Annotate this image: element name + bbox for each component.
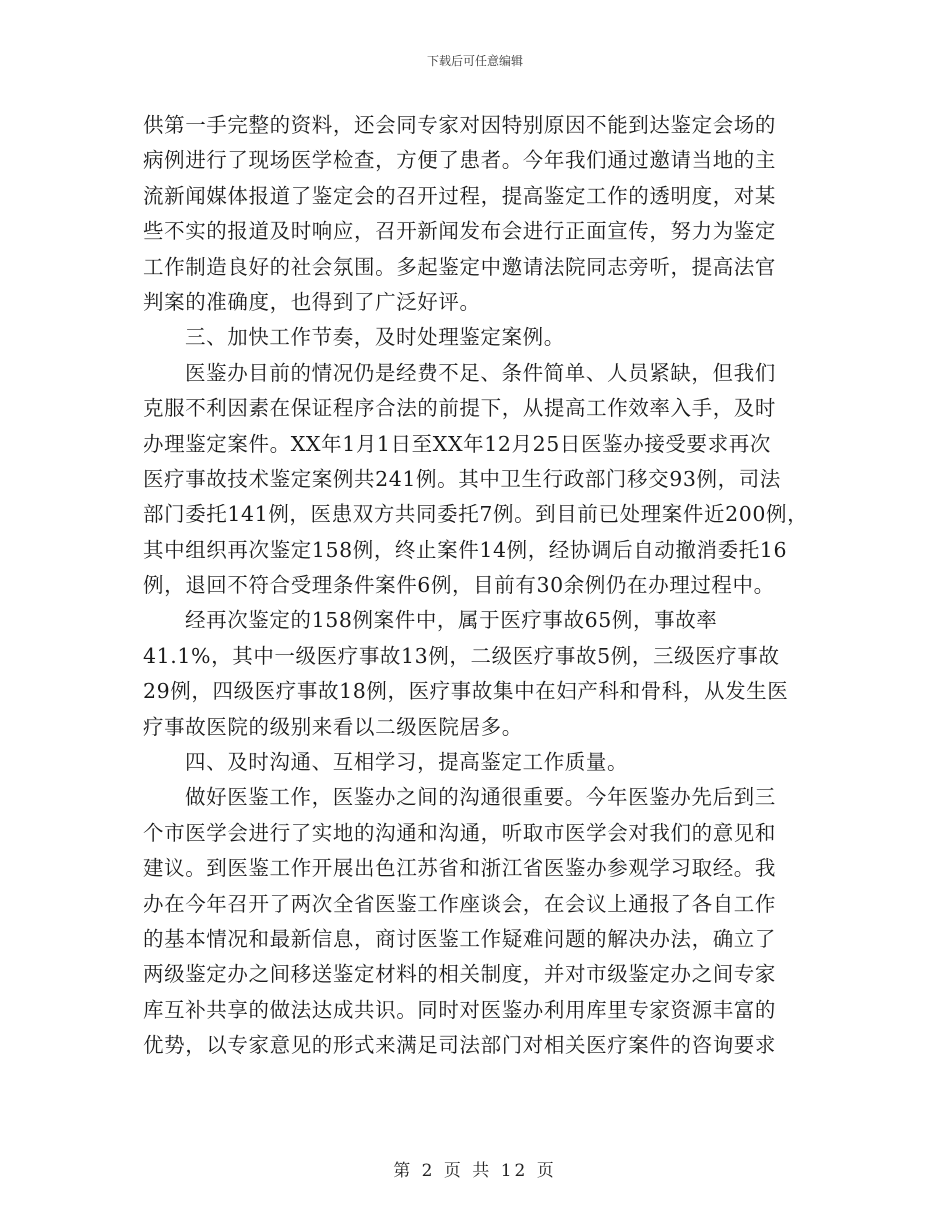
text-line: 流新闻媒体报道了鉴定会的召开过程，提高鉴定工作的透明度，对某 — [143, 183, 776, 208]
text-line: 个市医学会进行了实地的沟通和沟通，听取市医学会对我们的意见和 — [143, 820, 776, 845]
text-line: 经再次鉴定的158例案件中，属于医疗事故65例，事故率 — [185, 608, 718, 633]
text-line: 做好医鉴工作，医鉴办之间的沟通很重要。今年医鉴办先后到三 — [185, 785, 776, 810]
text-line: 办理鉴定案件。XX年1月1日至XX年12月25日医鉴办接受要求再次 — [143, 431, 771, 456]
text-line: 优势，以专家意见的形式来满足司法部门对相关医疗案件的咨询要求 — [143, 1033, 776, 1058]
text-line: 疗事故医院的级别来看以二级医院居多。 — [143, 714, 523, 739]
page-footer: 第 2 页 共 12 页 — [393, 1161, 557, 1181]
text-line: 的基本情况和最新信息，商讨医鉴工作疑难问题的解决办法，确立了 — [143, 926, 776, 951]
text-line: 病例进行了现场医学检查，方便了患者。今年我们通过邀请当地的主 — [143, 148, 776, 173]
text-line: 29例，四级医疗事故18例，医疗事故集中在妇产科和骨科，从发生医 — [143, 679, 789, 704]
text-line: 41.1%，其中一级医疗事故13例，二级医疗事故5例，三级医疗事故 — [143, 643, 780, 668]
text-line: 其中组织再次鉴定158例，终止案件14例，经协调后自动撤消委托16 — [143, 537, 788, 562]
document-body — [143, 108, 843, 1064]
text-line: 两级鉴定办之间移送鉴定材料的相关制度，并对市级鉴定办之间专家 — [143, 962, 776, 987]
text-line: 供第一手完整的资料，还会同专家对因特别原因不能到达鉴定会场的 — [143, 113, 776, 137]
text-line: 部门委托141例，医患双方共同委托7例。到目前已处理案件近200例， — [143, 502, 809, 527]
text-line: 克服不利因素在保证程序合法的前提下，从提高工作效率入手，及时 — [143, 396, 776, 421]
text-line: 库互补共享的做法达成共识。同时对医鉴办利用库里专家资源丰富的 — [143, 997, 776, 1022]
text-line: 三、加快工作节奏，及时处理鉴定案例。 — [185, 325, 565, 350]
text-line: 工作制造良好的社会氛围。多起鉴定中邀请法院同志旁听，提高法官 — [143, 254, 776, 279]
text-line: 例，退回不符合受理条件案件6例，目前有30余例仍在办理过程中。 — [143, 573, 775, 598]
text-line: 建议。到医鉴工作开展出色江苏省和浙江省医鉴办参观学习取经。我 — [143, 856, 776, 881]
text-line: 些不实的报道及时响应，召开新闻发布会进行正面宣传，努力为鉴定 — [143, 219, 776, 244]
text-line: 判案的准确度，也得到了广泛好评。 — [143, 289, 481, 314]
text-line: 四、及时沟通、互相学习，提高鉴定工作质量。 — [185, 750, 629, 775]
header-note: 下载后可任意编辑 — [426, 54, 523, 68]
text-line: 办在今年召开了两次全省医鉴工作座谈会，在会议上通报了各自工作 — [143, 891, 776, 916]
text-line: 医鉴办目前的情况仍是经费不足、条件简单、人员紧缺，但我们 — [185, 360, 776, 385]
text-line: 医疗事故技术鉴定案例共241例。其中卫生行政部门移交93例，司法 — [143, 466, 781, 491]
